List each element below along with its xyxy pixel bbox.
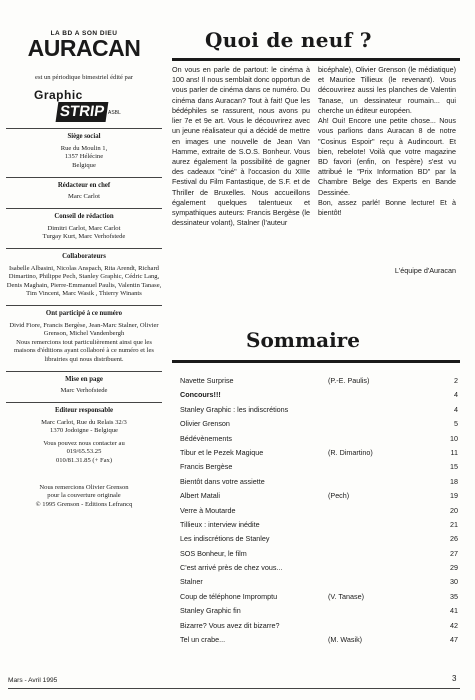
toc-item-title: Navette Surprise (180, 376, 234, 385)
toc-item (180, 491, 460, 505)
toc-item-page: 30 (450, 577, 458, 587)
toc-item-page: 4 (454, 404, 458, 414)
section-heading: Ont participé à ce numéro (45, 309, 123, 317)
toc-item (180, 390, 460, 404)
news-column-2 (318, 65, 456, 218)
graphic-strip-logo (24, 88, 144, 122)
news-paragraph: bicéphale), Olivier Grenson (le médiatique) et Maurice Tillieux (le revenant). Vous découvrirez aussi les planches de Valentin Tanase, un dessinateur roumain... qui cherche un éditeur européen. (318, 65, 456, 115)
toc-item-page: 11 (450, 447, 458, 457)
toc-item (180, 477, 460, 491)
news-column-1: On vous en parle de partout: le cinéma à 100 ans! Il nous semblait donc opportun de vous parler de cinéma dans ce numéro. Du cinéma dans Auracan? Tout à fait! Que les bédéphiles se rassurent, nous avons pu lier 7e et 9e art. Vous le découvrirez avec un jeune réalisateur qui a décidé de mettre en images une nouvelle de Jean Van Hamme, extraite de S.O.S. Bonheur. Vous aurez également la possibilité de gagner des cadeaux "ciné" à l'occasion du XIIIe Festival du Film Fantastique, de S.F. et de Thriller de Bruxelles. Nous accueillons également quelques talentueux et sympathiques auteurs: Francis Bergèse (le dessinateur volant), Stalner (l'auteur (172, 65, 310, 228)
section-heading: Rédacteur en chef (57, 181, 111, 189)
section-heading: Collaborateurs (62, 252, 106, 260)
toc-item-title: Bientôt dans votre assiette (180, 476, 265, 486)
toc-item-title: Coup de téléphone Impromptu (180, 591, 278, 601)
logo-strip: STRIP (56, 102, 109, 122)
section-conseil (6, 208, 162, 242)
section-body: Isabelle Albasini, Nicolas Anspach, Rita Arendt, Richard Dimartino, Philippe Pech, Stanley Graphic, Cédric Lang, Denis Maghain, Pierre-Emmanuel Paulis, Valentin Tanase, Tim Vincent, Marc Wasik , Thierry Winants (6, 264, 162, 298)
toc-item-page: 20 (450, 505, 458, 515)
toc-item-title: Bédévènements (180, 433, 232, 443)
news-paragraph: Bon, assez parlé! Bonne lecture! Et à bientôt! (318, 197, 456, 218)
toc-item (180, 549, 460, 563)
toc-item (180, 534, 460, 548)
toc-item-page: 42 (450, 620, 458, 630)
toc-item (180, 419, 460, 433)
toc-item-page: 4 (454, 390, 458, 400)
section-body: Marc Verhofstede (60, 387, 108, 395)
toc-item-title: Stanley Graphic : les indiscrétions (180, 404, 289, 414)
section-redacteur (6, 177, 162, 202)
title-rule (172, 58, 460, 61)
toc-item-title: Verre à Moutarde (180, 505, 236, 515)
cover-thanks: Nous remercions Olivier Grenson pour la couverture originale © 1995 Grenson - Editions Lefrancq (35, 483, 133, 508)
toc-item-page: 19 (450, 491, 458, 501)
toc-item-page: 5 (454, 419, 458, 429)
sommaire-title: Sommaire (246, 328, 360, 352)
toc-item (180, 434, 460, 448)
toc-item-page: 21 (450, 519, 458, 529)
table-of-contents (180, 376, 460, 649)
logo-graphic: Graphic (34, 88, 83, 102)
toc-item-title: C'est arrivé près de chez vous... (180, 563, 283, 573)
section-editeur (6, 402, 162, 436)
section-collaborateurs (6, 248, 162, 299)
section-body: Marc Carlot (67, 193, 101, 201)
toc-item-author: (M. Wasik) (328, 635, 363, 645)
toc-item-author: (V. Tanase) (328, 591, 364, 601)
toc-item (180, 448, 460, 462)
page-number: 3 (452, 674, 457, 683)
toc-item-title: Albert Matali (180, 491, 220, 501)
credits-column (6, 30, 162, 509)
footer-rule (8, 688, 460, 689)
toc-item-page: 15 (450, 462, 458, 472)
toc-item (180, 621, 460, 635)
logo-asbl: ASBL (108, 110, 121, 116)
toc-item (180, 462, 460, 476)
toc-item-title: Les indiscrétions de Stanley (180, 534, 270, 544)
toc-item-title: Francis Bergèse (180, 462, 233, 472)
toc-item-title: Tillieux : interview inédite (180, 519, 260, 529)
section-participants (6, 305, 162, 365)
section-heading: Mise en page (65, 375, 103, 383)
section-heading: Siège social (67, 133, 101, 140)
masthead-tagline: LA BD A SON DIEU (50, 30, 118, 37)
toc-item-page: 18 (450, 476, 458, 486)
toc-item-title: Bizarre? Vous avez dit bizarre? (180, 620, 280, 630)
toc-item-title: Stalner (180, 577, 203, 587)
toc-item-page: 27 (450, 548, 458, 558)
auracan-logo: AURACAN (27, 35, 141, 62)
toc-item-title: Tibur et le Pezek Magique (180, 447, 264, 457)
toc-item (180, 577, 460, 591)
toc-item-page: 10 (450, 433, 458, 443)
toc-item-author: (R. Dimartino) (328, 447, 373, 457)
toc-item-page: 41 (450, 606, 458, 616)
toc-item (180, 405, 460, 419)
toc-item (180, 635, 460, 649)
section-heading: Editeur responsable (54, 406, 114, 414)
toc-item (180, 606, 460, 620)
toc-item-page: 2 (454, 376, 458, 385)
sommaire-rule (172, 360, 460, 363)
section-body: Dimitri Carlot, Marc Carlot Turgay Kurt, Marc Verhofstede (42, 224, 126, 241)
section-mise-en-page (6, 371, 162, 396)
section-body: Divid Fiore, Francis Bergèse, Jean-Marc Stalner, Olivier Grenson, Michel Vandenbergh Nous remercions tout particulièrement ainsi que les maisons d'éditions ayant collaboré à ce numéro et les librairies qui nous distribuent. (9, 321, 159, 364)
issue-date: Mars - Avril 1995 (8, 677, 58, 684)
toc-item (180, 376, 460, 390)
toc-item-page: 47 (450, 635, 458, 645)
toc-item-page: 29 (450, 563, 458, 573)
news-title: Quoi de neuf ? (205, 28, 372, 52)
toc-item-title: Olivier Grenson (180, 419, 230, 429)
toc-item-page: 26 (450, 534, 458, 544)
toc-item (180, 520, 460, 534)
toc-item-author: (P.-E. Paulis) (328, 376, 370, 385)
toc-item-page: 35 (450, 591, 458, 601)
contact-info: Vous pouvez nous contacter au 019/65.53.25 010/81.31.85 (+ Fax) (43, 439, 125, 465)
section-heading: Conseil de rédaction (54, 212, 114, 220)
toc-item-title: SOS Bonheur, le film (180, 548, 247, 558)
toc-item-title: Stanley Graphic fin (180, 606, 241, 616)
toc-item (180, 506, 460, 520)
section-siege (6, 128, 162, 171)
section-body: Rue du Moulin 1, 1357 Hélécine Belgique (60, 144, 108, 169)
news-paragraph: Ah! Oui! Encore une petite chose... Nous vous parlions dans Auracan 8 de notre "Cosinus Espoir" reçu à Audincourt. Et bien, rebelote! Voilà que votre magazine BD favori (enfin, on l'espère) s'est vu attribué le "Prix Information BD" par la Chambre Belge des Experts en Bande Dessinée. (318, 116, 456, 197)
toc-item-title: Concours!!! (180, 390, 221, 400)
section-body: Marc Carlot, Rue du Relais 32/3 1370 Jodoigne - Belgique (41, 418, 127, 435)
toc-item-title: Tel un crabe... (180, 635, 226, 645)
toc-item (180, 592, 460, 606)
news-signature: L'équipe d'Auracan (394, 266, 456, 275)
toc-item-author: (Pech) (328, 491, 350, 501)
toc-item (180, 563, 460, 577)
intro-text: est un périodique bimestriel édité par (35, 74, 133, 82)
